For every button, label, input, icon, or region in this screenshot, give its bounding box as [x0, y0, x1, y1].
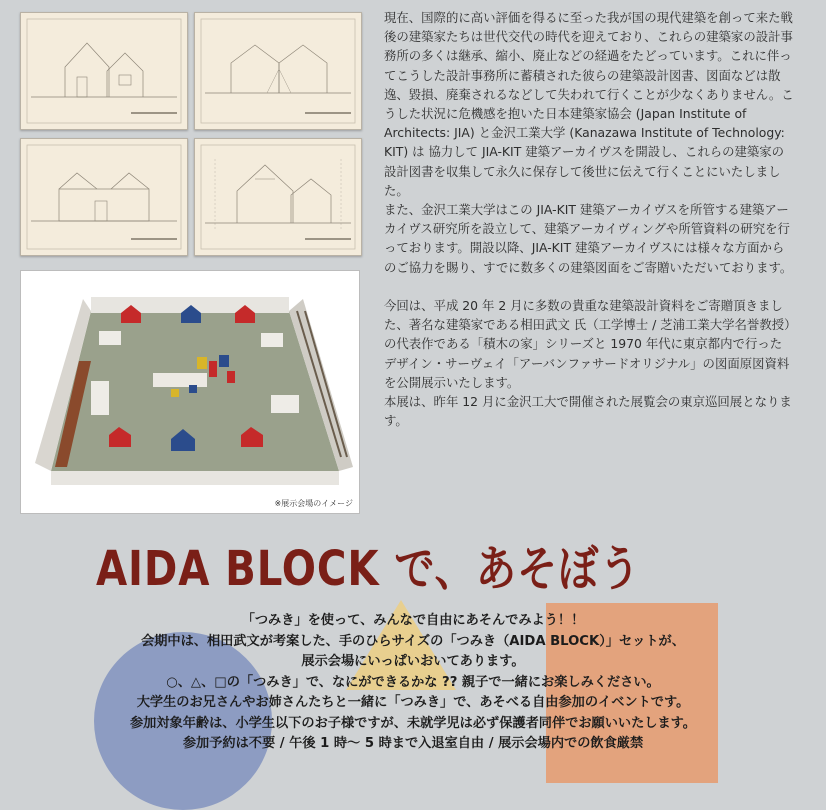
exhibition-render — [20, 270, 360, 514]
elevation-drawing-icon — [21, 13, 187, 129]
intro-paragraph-2: また、金沢工業大学はこの JIA-KIT 建築アーカイヴスを所管する建築アーカイヴス研究所を設立して、建築アーカイヴィングや所管資料の研究を行っております。開設以降、JIA-KIT 建築アーカイヴスには様々な方面からのご協力を賜り、すでに数多くの建築図面をご寄贈いただいております。 — [384, 202, 793, 275]
detail-drawing-icon — [195, 139, 361, 255]
intro-paragraph-3: 今回は、平成 20 年 2 月に多数の貴重な建築設計資料をご寄贈頂きました、著名な建築家である相田武文 氏（工学博士 / 芝浦工業大学名誉教授）の代表作である「積木の家」シリーズと 1970 年代に東京都内で行ったデザイン・サーヴェイ「アーバンファサードオリジナル」の図面原図資料を公開展示いたします。 — [384, 298, 791, 390]
intro-text — [384, 8, 794, 430]
event-line: ○、△、□の「つみき」で、なにができるかな ?? 親子で一緒にお楽しみください。 — [166, 674, 660, 690]
event-description — [0, 611, 826, 755]
event-line: 「つみき」を使って、みんなで自由にあそんでみよう！！ — [241, 613, 585, 628]
event-headline: AIDA BLOCK で、あそぼう — [96, 541, 641, 597]
section-drawing-icon — [195, 13, 361, 129]
drawing-thumbnail-4 — [194, 138, 362, 256]
event-line: 会期中は、相田武文が考案した、手のひらサイズの「つみき（AIDA BLOCK）」セットが、 — [141, 633, 685, 649]
event-line: 参加予約は不要 / 午後 1 時～ 5 時まで入退室自由 / 展示会場内での飲食厳禁 — [182, 736, 644, 751]
drawing-thumbnail-3 — [20, 138, 188, 256]
render-caption: ※展示会場のイメージ — [274, 499, 353, 508]
event-line: 大学生のお兄さんやお姉さんたちと一緒に「つみき」で、あそべる自由参加のイベントです。 — [136, 695, 690, 710]
facade-drawing-icon — [21, 139, 187, 255]
event-line: 展示会場にいっぱいおいてあります。 — [301, 654, 525, 669]
event-line: 参加対象年齢は、小学生以下のお子様ですが、未就学児は必ず保護者同伴でお願いいたします。 — [129, 715, 696, 731]
drawing-thumbnail-1 — [20, 12, 188, 130]
gallery-render-icon — [21, 271, 359, 513]
intro-paragraph-1: 現在、国際的に高い評価を得るに至った我が国の現代建築を創って来た戦後の建築家たちは世代交代の時代を迎えており、これらの建築家の設計事務所の多くは継承、縮小、廃止などの経過をたどっています。これに伴ってこうした設計事務所に蓄積された彼らの建築設計図書、図面などは散逸、毀損、廃棄されるなどして失われて行くことが少なくありません。こうした状況に危機感を抱いた日本建築家協会 (Japan Institute of Architects: JIA) と金沢工業大学 (Kanazawa Institute of Technology: KIT) は 協力して JIA-KIT 建築アーカイヴスを開設し、これらの建築家の設計図書を収集して永久に保存して後世に伝えて行くことにいたしました。 — [384, 10, 794, 198]
intro-paragraph-4: 本展は、昨年 12 月に金沢工大で開催された展覧会の東京巡回展となります。 — [384, 394, 792, 429]
drawing-thumbnail-2 — [194, 12, 362, 130]
